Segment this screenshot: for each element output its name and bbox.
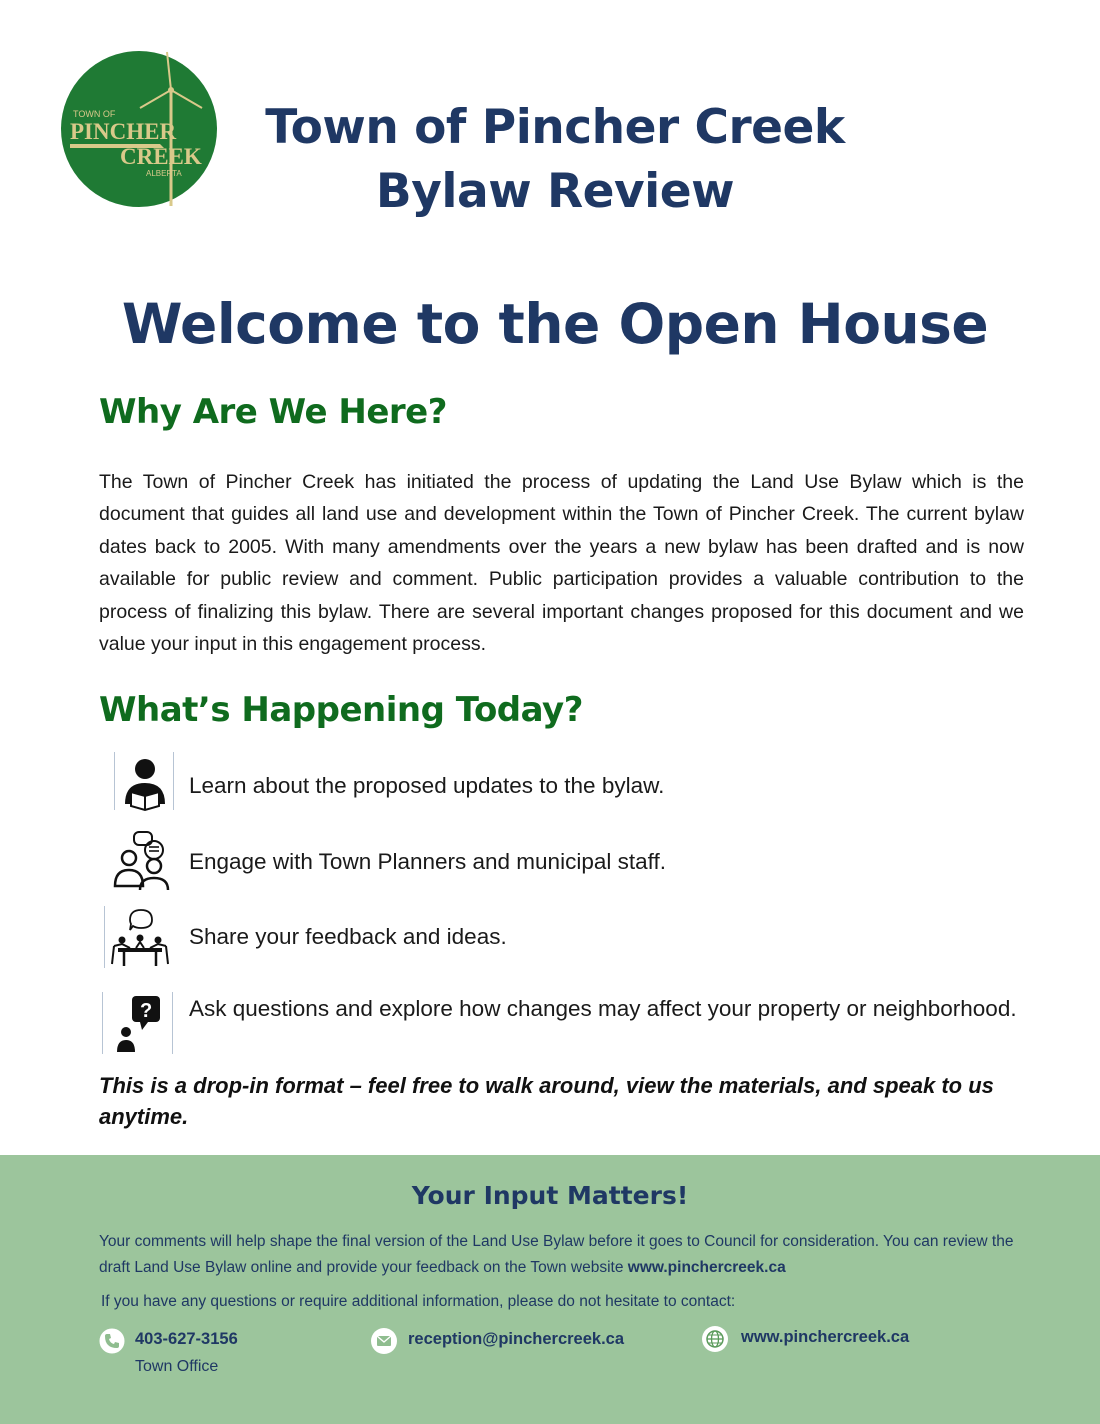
logo-top-text: TOWN OF [73, 109, 116, 119]
why-body: The Town of Pincher Creek has initiated the process of updating the Land Use Bylaw which is the document that guides all land use and development within the Town of Pincher Creek. The current bylaw dates back to 2005. With many amendments over the years a new bylaw has been drafted and is now available for public review and comment. Public participation provides a valuable contribution to the process of finalizing this bylaw. There are several important changes proposed for this document and we value your input in this engagement process. [99, 471, 1024, 656]
reading-person-icon [113, 752, 177, 816]
logo-name-line1: PINCHER [70, 119, 177, 144]
item-divider [102, 992, 103, 1054]
activity-text: Share your feedback and ideas. [189, 924, 507, 949]
input-body-text: Your comments will help shape the final version of the Land Use Bylaw before it goes to Council for consideration. You can review the draft Land Use Bylaw online and provide your feedback on the Town website [99, 1233, 1014, 1276]
question-person-icon [110, 992, 174, 1056]
group-discussion-icon [108, 906, 172, 970]
people-chat-icon [110, 828, 174, 892]
logo-name-line2: CREEK [120, 144, 202, 169]
activity-text: Ask questions and explore how changes may affect your property or neighborhood. [189, 996, 1017, 1021]
activity-text: Learn about the proposed updates to the bylaw. [189, 773, 665, 798]
svg-text:?: ? [140, 1000, 153, 1022]
welcome-heading: Welcome to the Open House [121, 292, 989, 356]
item-divider [104, 906, 105, 968]
activity-text: Engage with Town Planners and municipal staff. [189, 849, 666, 874]
input-matters-body [99, 1229, 1029, 1281]
phone-number[interactable]: 403-627-3156 [135, 1330, 238, 1348]
website-link[interactable]: www.pinchercreek.ca [741, 1328, 910, 1346]
happening-heading: What’s Happening Today? [99, 690, 583, 730]
dropin-note: This is a drop-in format – feel free to walk around, view the materials, and speak to us anytime. [99, 1073, 994, 1129]
email-link[interactable]: reception@pinchercreek.ca [408, 1330, 625, 1348]
page-title-line1: Town of Pincher Creek [265, 100, 845, 155]
phone-label: Town Office [135, 1358, 219, 1375]
contact-intro: If you have any questions or require additional information, please do not hesitate to contact: [101, 1293, 736, 1310]
email-icon [369, 1326, 399, 1356]
logo-province: ALBERTA [146, 169, 182, 178]
globe-icon [700, 1324, 730, 1354]
page-title-line2: Bylaw Review [375, 164, 735, 219]
website-inline-link[interactable]: www.pinchercreek.ca [627, 1259, 786, 1276]
why-heading: Why Are We Here? [99, 392, 447, 432]
input-matters-heading: Your Input Matters! [411, 1181, 689, 1210]
phone-icon [97, 1326, 127, 1356]
